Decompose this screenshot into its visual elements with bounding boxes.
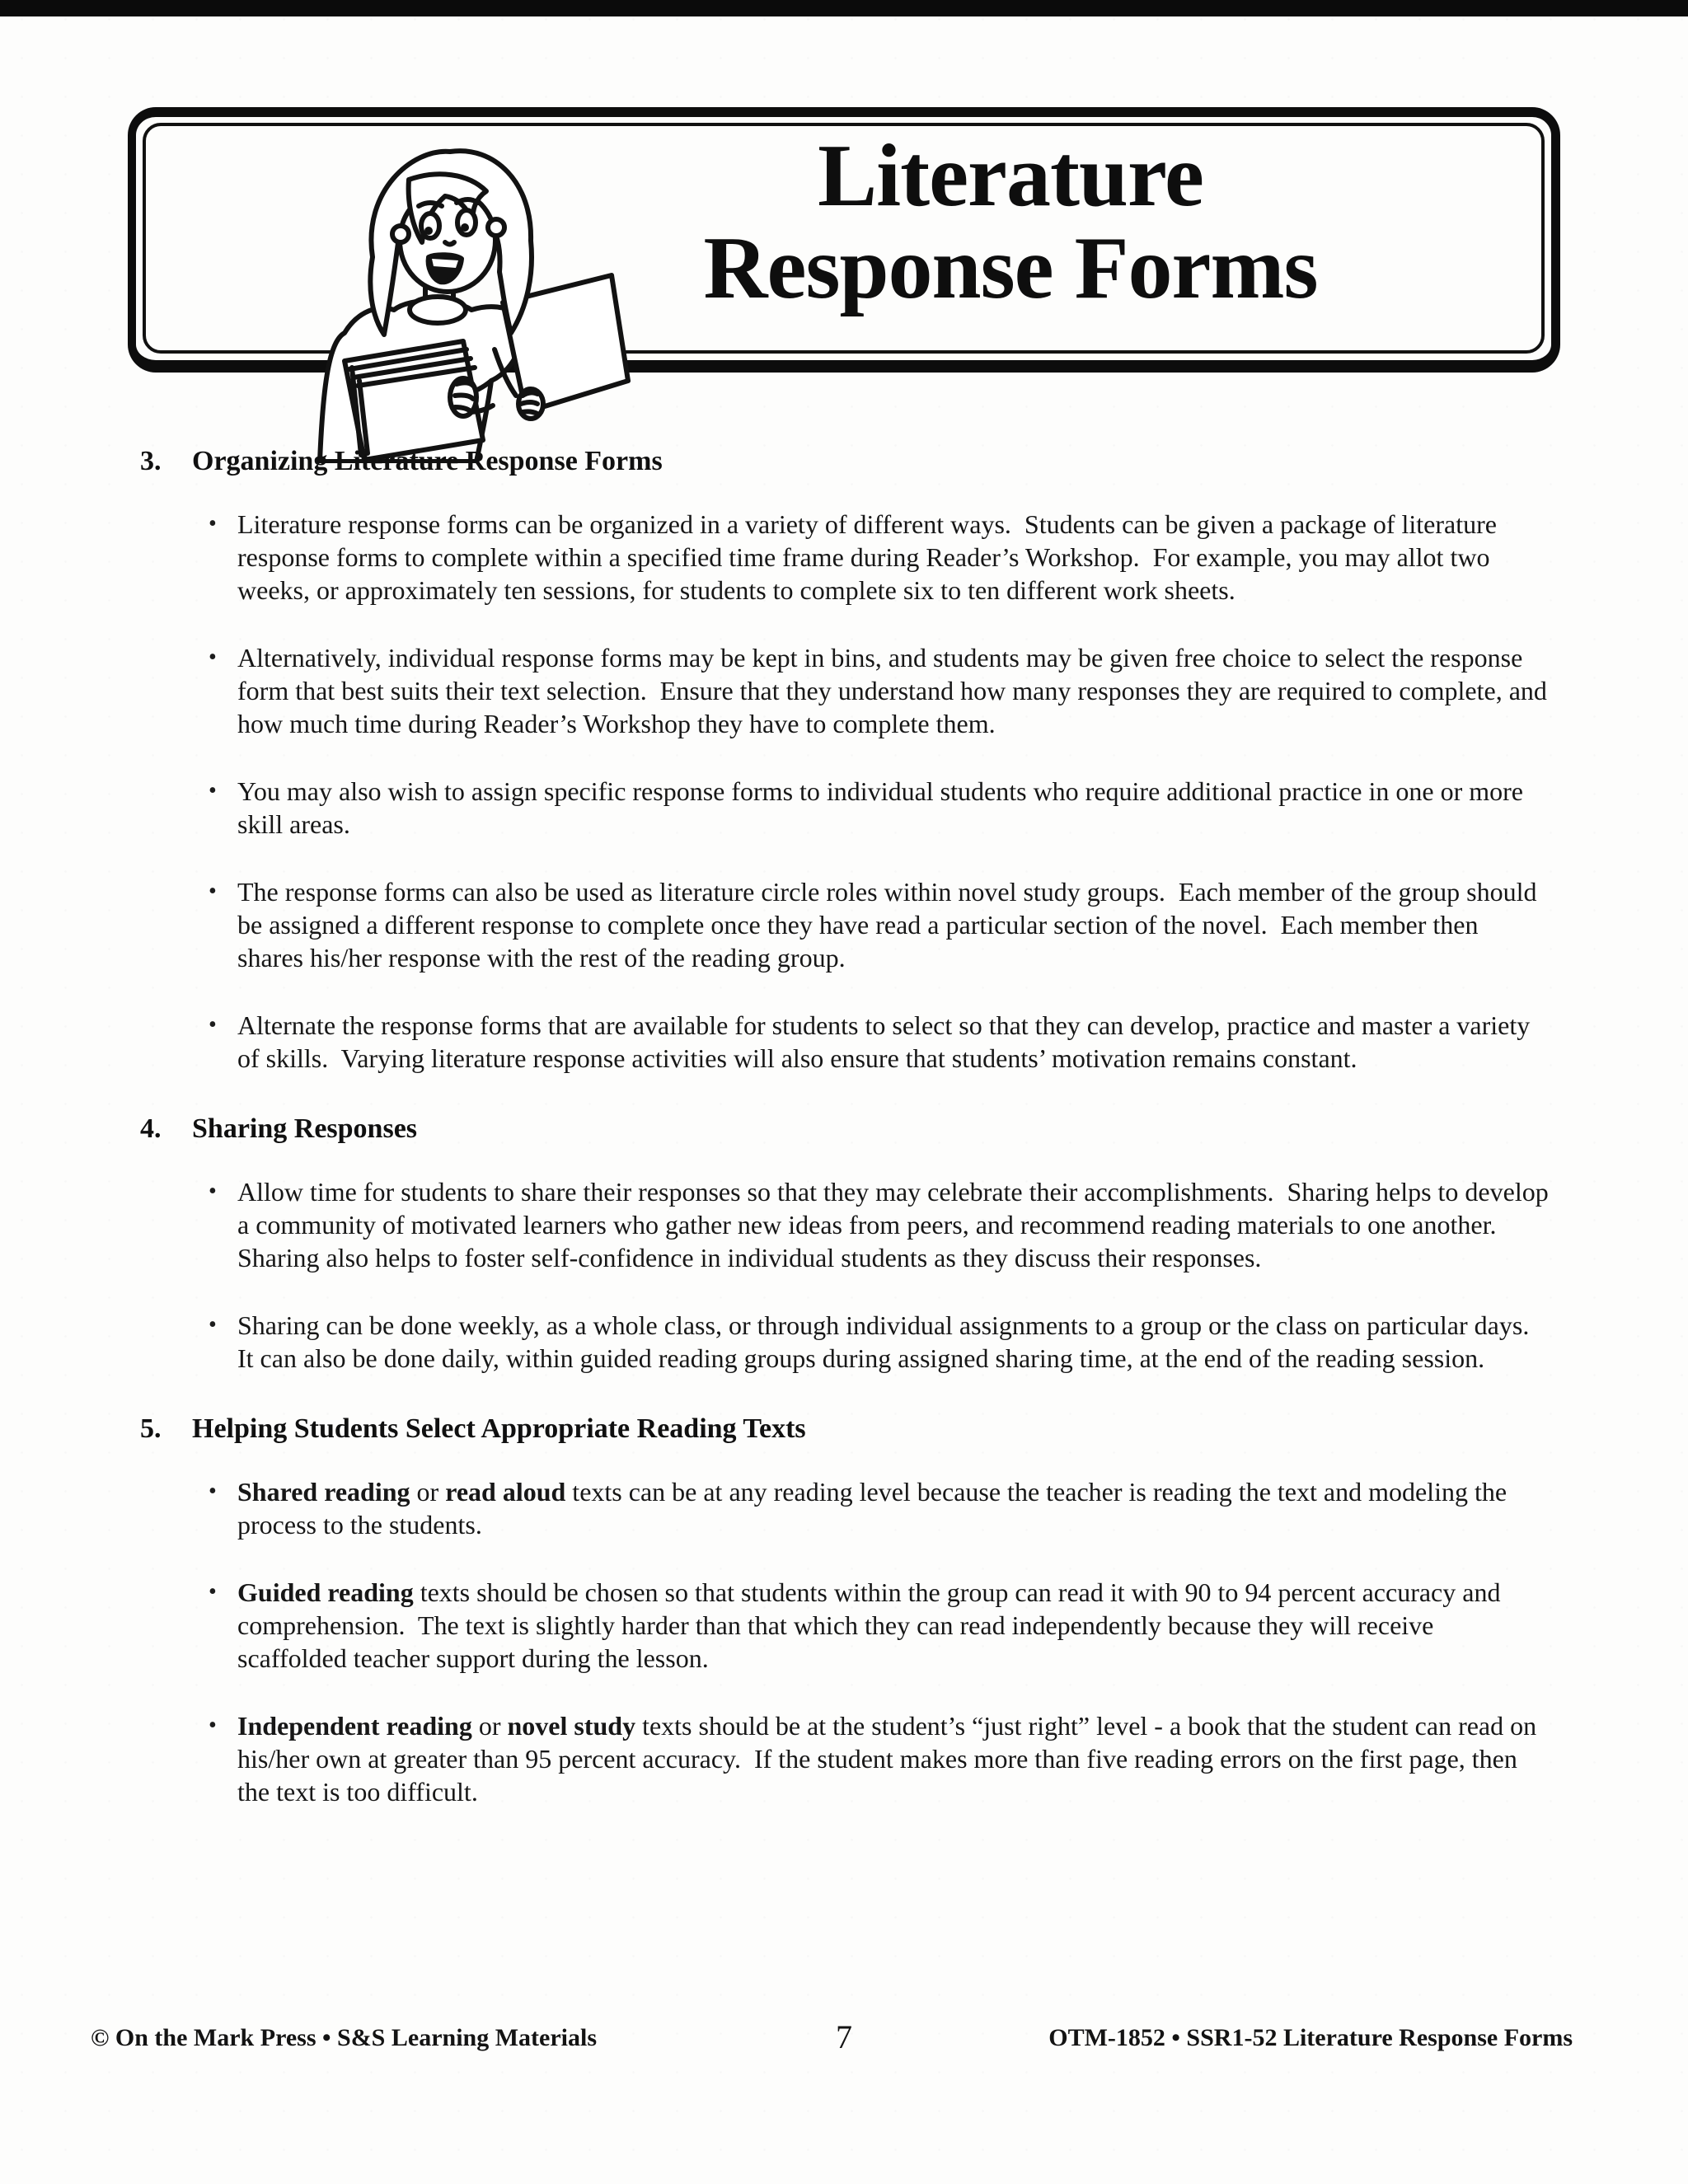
page-title-line2: Response Forms: [703, 219, 1318, 317]
page-footer: [0, 2018, 1688, 2067]
bullet-item: [140, 508, 1550, 607]
bullet-text: Shared reading or read aloud texts can be at any reading level because the teacher is reading the text and modeling the process to the students.: [237, 1477, 1514, 1540]
bullet-text: Alternate the response forms that are available for students to select so that they can develop, practice and master a variety of skills. Varying literature response activities will also ensure that students’ motivation remains constant.: [237, 1010, 1537, 1073]
section-title: Helping Students Select Appropriate Reading Texts: [192, 1413, 806, 1444]
bullet-item: [140, 1475, 1550, 1541]
bullet-item: [140, 775, 1550, 841]
bullet-text: You may also wish to assign specific response forms to individual students who require additional practice in one or more skill areas.: [237, 776, 1530, 839]
bullet-icon: •: [209, 879, 217, 904]
bullet-item: [140, 1175, 1555, 1274]
bullet-text: Allow time for students to share their responses so that they may celebrate their accomplishments. Sharing helps to develop a community of motivated learners who gather new ideas from peers, and recommend reading materials to one another. Sharing also helps to foster self-confidence in individual students as they discuss their responses.: [237, 1177, 1555, 1272]
bullet-item: [140, 1576, 1550, 1675]
section-heading-selecting-texts: [140, 1413, 1550, 1446]
bullet-text: Independent reading or novel study texts should be at the student’s “just right” level - a book that the student can read on his/her own at greater than 95 percent accuracy. If the student makes more than five reading errors on the first page, then the text is too difficult.: [237, 1711, 1544, 1807]
bullet-icon: •: [209, 511, 217, 537]
bullet-text: Guided reading texts should be chosen so that students within the group can read it with 90 to 94 percent accuracy and comprehension. The text is slightly harder than that which they can read independently because they will receive scaffolded teacher support during the lesson.: [237, 1577, 1507, 1673]
page-title-line1: Literature: [818, 127, 1203, 225]
section-title: Organizing Literature Response Forms: [192, 446, 663, 476]
footer-page-number: 7: [836, 2018, 852, 2055]
section-number: 5.: [140, 1413, 162, 1444]
section-number: 3.: [140, 446, 162, 476]
bullet-text: Alternatively, individual response forms may be kept in bins, and students may be given free choice to select the response form that best suits their text selection. Ensure that they understand how many responses they are required to complete, and how much time during Reader’s Workshop they have to complete them.: [237, 643, 1554, 738]
scan-edge-bar: [0, 0, 1688, 16]
bullet-item: [140, 875, 1550, 974]
section-heading-sharing: [140, 1113, 1550, 1146]
bullet-item: [140, 641, 1554, 740]
bullet-icon: •: [209, 1179, 217, 1204]
bullet-item: [140, 1709, 1550, 1808]
bullet-icon: •: [209, 1713, 217, 1738]
bullet-item: [140, 1309, 1550, 1375]
footer-product-code: OTM-1852 • SSR1-52 Literature Response Forms: [1048, 2024, 1573, 2051]
bullet-icon: •: [209, 1312, 217, 1338]
page-title: [486, 127, 1535, 317]
bullet-icon: •: [209, 644, 217, 670]
bullet-text: The response forms can also be used as literature circle roles within novel study groups. Each member of the group should be assigned a different response to complete once they have read a particular section of the novel. Each member then shares his/her response with the rest of the reading group.: [237, 877, 1544, 972]
teacher-illustration: [247, 134, 635, 463]
bullet-icon: •: [209, 1479, 217, 1504]
bullet-text: Literature response forms can be organized in a variety of different ways. Students can be given a package of literature response forms to complete within a specified time frame during Reader’s Workshop. For example, you may allot two weeks, or approximately ten sessions, for students to complete six to ten different work sheets.: [237, 509, 1503, 605]
bullet-icon: •: [209, 1012, 217, 1038]
bullet-text: Sharing can be done weekly, as a whole class, or through individual assignments to a group or the class on particular days. It can also be done daily, within guided reading groups during assigned sharing time, at the end of the reading session.: [237, 1310, 1543, 1373]
document-body: [0, 445, 1688, 1843]
bullet-icon: •: [209, 1579, 217, 1605]
section-heading-organizing: [140, 445, 1550, 478]
section-title: Sharing Responses: [192, 1113, 418, 1144]
section-number: 4.: [140, 1113, 162, 1144]
bullet-item: [140, 1009, 1550, 1075]
bullet-icon: •: [209, 778, 217, 804]
footer-copyright: © On the Mark Press • S&S Learning Materials: [91, 2024, 597, 2051]
